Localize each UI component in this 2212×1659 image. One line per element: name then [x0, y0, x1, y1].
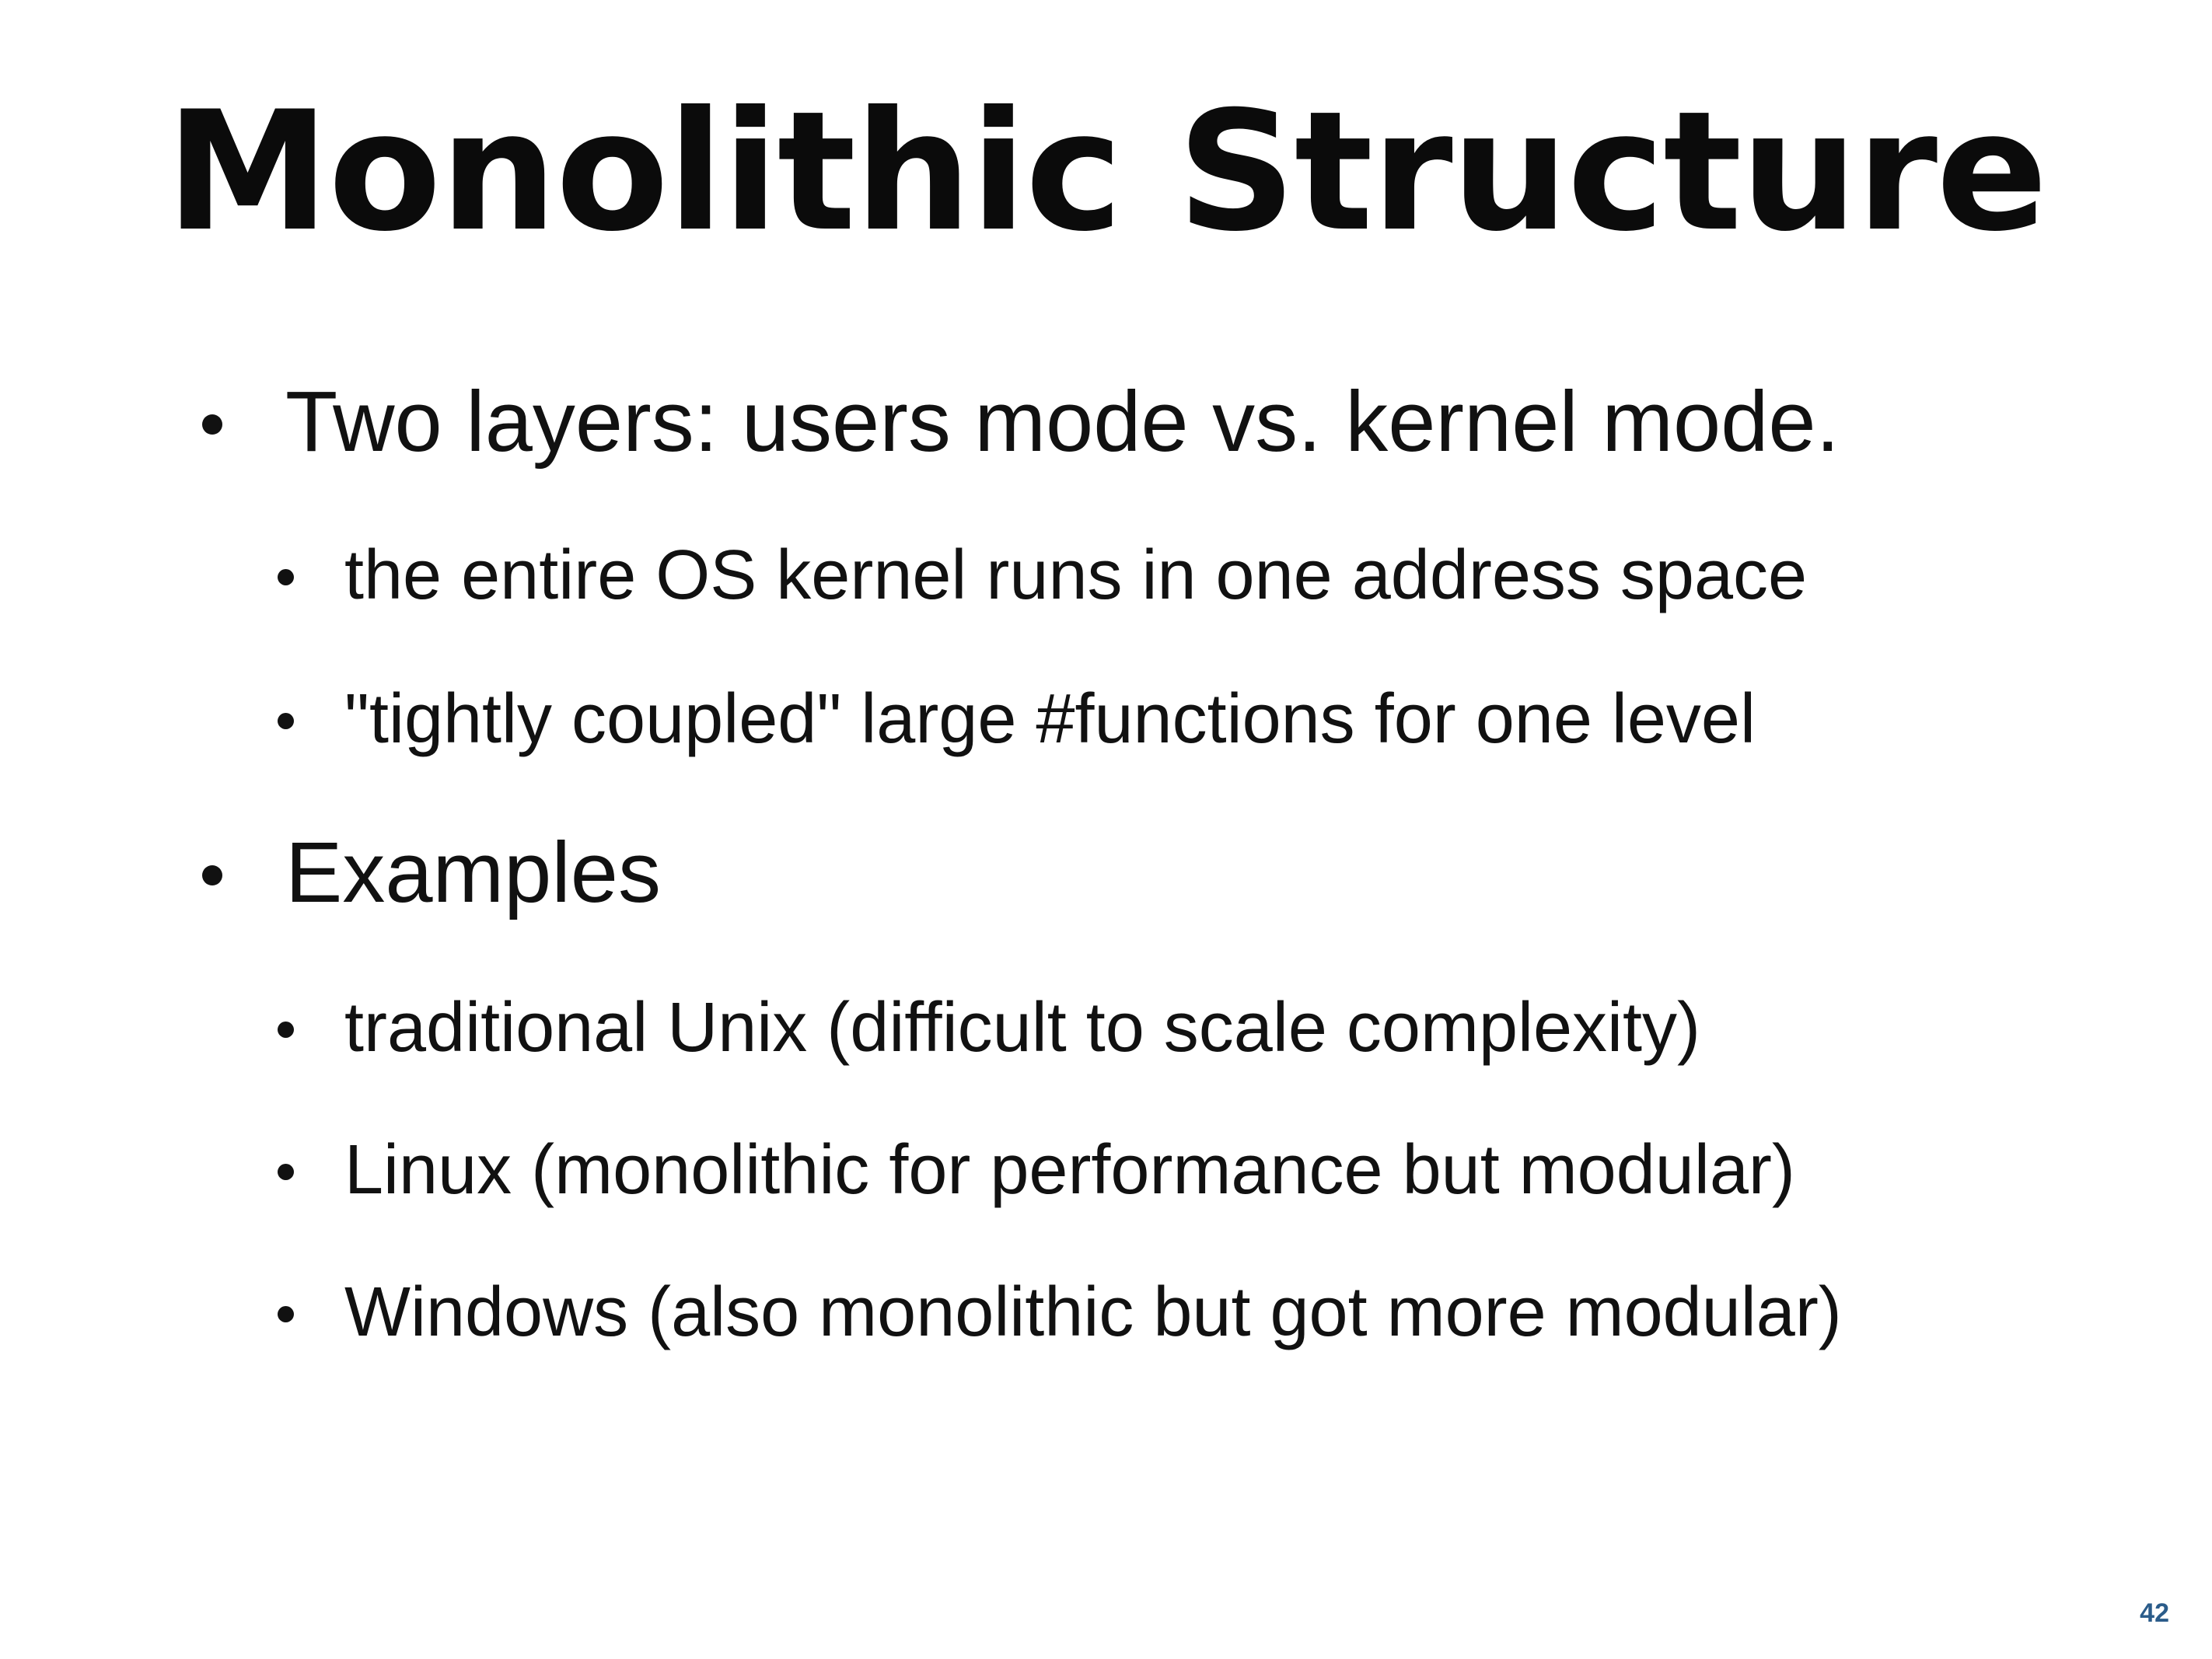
sub-bullet-dot [278, 1164, 294, 1180]
bullet-dot [202, 865, 222, 885]
sub-bullet-dot [278, 1306, 294, 1322]
sub-bullet-tightly-coupled [344, 680, 1756, 758]
sub-bullet-text: Windows (also monolithic but got more modular) [344, 1273, 1842, 1351]
bullet-dot [202, 414, 222, 435]
sub-bullet-address-space [344, 536, 1808, 614]
slide-title: Monolithic Structure [166, 75, 2046, 267]
bullet-text: Examples [285, 825, 661, 920]
sub-bullet-text: Linux (monolithic for performance but modular) [344, 1131, 1795, 1209]
page-number: 42 [2140, 1598, 2169, 1628]
sub-bullet-windows [344, 1273, 1842, 1351]
sub-bullet-linux [344, 1131, 1795, 1209]
sub-bullet-dot [278, 569, 294, 585]
bullet-text: Two layers: users mode vs. kernel mode. [285, 374, 1840, 470]
bullet-examples [285, 825, 661, 920]
sub-bullet-dot [278, 1022, 294, 1038]
sub-bullet-unix [344, 989, 1701, 1067]
sub-bullet-text: the entire OS kernel runs in one address space [344, 536, 1808, 614]
bullet-two-layers [285, 374, 1840, 470]
sub-bullet-text: "tightly coupled" large #functions for one level [344, 680, 1756, 758]
sub-bullet-dot [278, 713, 294, 729]
sub-bullet-text: traditional Unix (difficult to scale complexity) [344, 989, 1701, 1067]
